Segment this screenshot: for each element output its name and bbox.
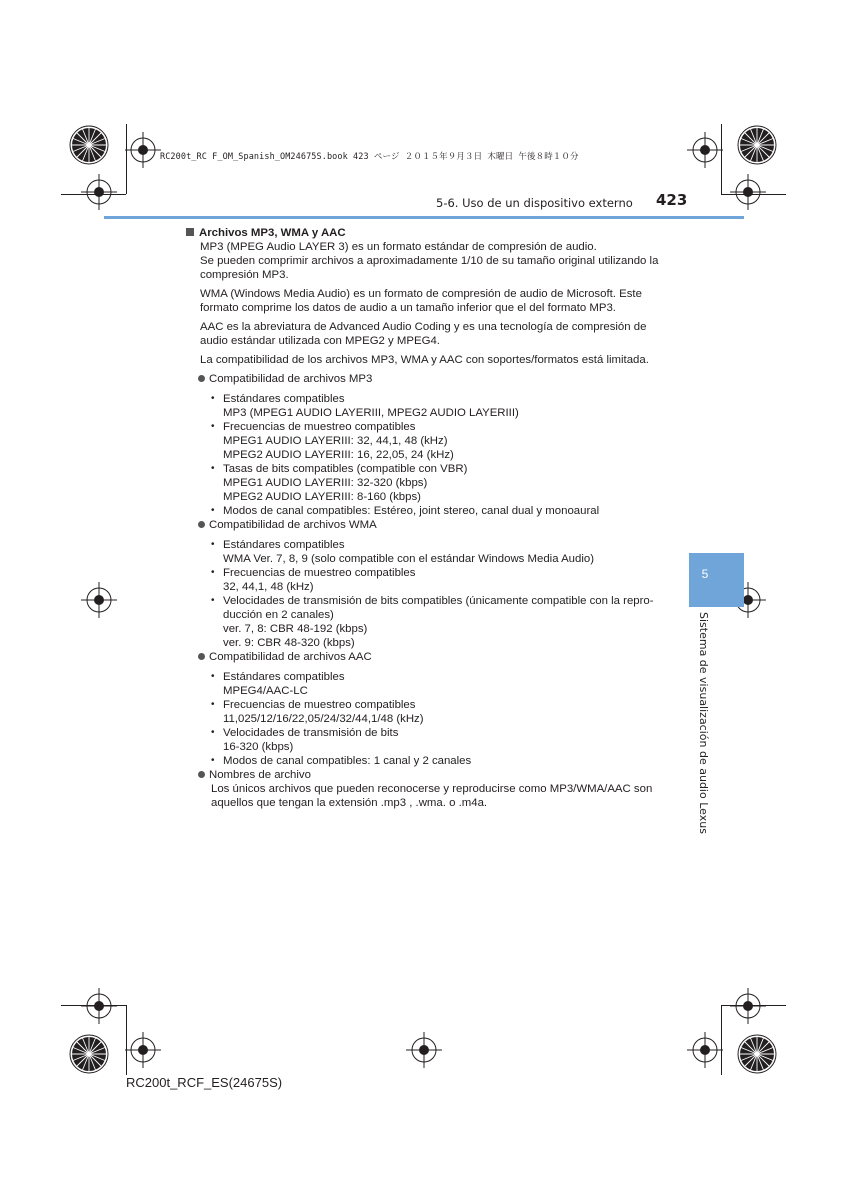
text-line: Los únicos archivos que pueden reconocerse y reproducirse como MP3/WMA/AAC son <box>211 783 653 795</box>
wma-title: Compatibilidad de archivos WMA <box>209 519 377 531</box>
registration-mark <box>81 582 117 618</box>
item-label: Modos de canal compatibles: Estéreo, joint stereo, canal dual y monoaural <box>223 505 600 517</box>
list-item <box>186 462 666 476</box>
bullet-icon: • <box>211 567 215 578</box>
item-detail: ducción en 2 canales) <box>223 609 334 621</box>
footer-document-id: RC200t_RCF_ES(24675S) <box>126 1075 283 1090</box>
list-item <box>186 670 666 684</box>
chapter-tab <box>689 553 744 607</box>
registration-mark <box>125 132 161 168</box>
item-detail: 32, 44,1, 48 (kHz) <box>223 581 314 593</box>
bullet-icon: • <box>211 421 215 432</box>
section-heading <box>186 226 666 240</box>
text-line: AAC es la abreviatura de Advanced Audio Coding y es una tecnología de compresión de <box>200 321 647 333</box>
list-item <box>186 754 666 768</box>
circle-bullet-icon <box>198 771 205 778</box>
intro-paragraph <box>186 287 666 315</box>
item-detail: MP3 (MPEG1 AUDIO LAYERIII, MPEG2 AUDIO LAYERIII) <box>223 407 519 419</box>
list-item <box>186 726 666 740</box>
starburst-mark-top-right <box>738 126 776 164</box>
registration-mark <box>687 132 723 168</box>
text-line: compresión MP3. <box>200 269 289 281</box>
intro-paragraph <box>186 240 666 282</box>
registration-mark <box>81 988 117 1024</box>
intro-paragraph <box>186 353 666 367</box>
item-label: Tasas de bits compatibles (compatible con VBR) <box>223 463 468 475</box>
bullet-icon: • <box>211 463 215 474</box>
item-label: Modos de canal compatibles: 1 canal y 2 canales <box>223 755 472 767</box>
text-line: formato comprime los datos de audio a un tamaño inferior que el del formato MP3. <box>200 302 616 314</box>
item-detail: MPEG1 AUDIO LAYERIII: 32-320 (kbps) <box>223 477 428 489</box>
list-item <box>186 538 666 552</box>
list-item <box>186 504 666 518</box>
wma-heading <box>186 518 666 532</box>
item-label: Estándares compatibles <box>223 671 345 683</box>
list-item <box>186 420 666 434</box>
mp3-heading <box>186 372 666 386</box>
bullet-icon: • <box>211 671 215 682</box>
print-info: RC200t_RC F_OM_Spanish_OM24675S.book 423 ページ ２０１５年９月３日 木曜日 午後８時１０分 <box>160 152 579 162</box>
circle-bullet-icon <box>198 653 205 660</box>
text-line: MP3 (MPEG Audio LAYER 3) es un formato estándar de compresión de audio. <box>200 241 597 253</box>
aac-heading <box>186 650 666 664</box>
list-item <box>186 392 666 406</box>
section-title: Archivos MP3, WMA y AAC <box>199 227 346 239</box>
item-label: Velocidades de transmisión de bits compatibles (únicamente compatible con la repro- <box>223 595 654 607</box>
item-detail: WMA Ver. 7, 8, 9 (solo compatible con el estándar Windows Media Audio) <box>223 553 595 565</box>
page-number: 423 <box>656 191 688 209</box>
registration-mark <box>730 988 766 1024</box>
filenames-title: Nombres de archivo <box>209 769 311 781</box>
bullet-icon: • <box>211 755 215 766</box>
starburst-mark-bottom-right <box>738 1035 776 1073</box>
intro <box>186 240 666 367</box>
circle-bullet-icon <box>198 375 205 382</box>
starburst-mark-top-left <box>70 126 108 164</box>
text-line: aquellos que tengan la extensión .mp3 , .wma. o .m4a. <box>211 797 488 809</box>
item-label: Estándares compatibles <box>223 393 345 405</box>
mp3-title: Compatibilidad de archivos MP3 <box>209 373 373 385</box>
registration-mark <box>730 174 766 210</box>
text-line: WMA (Windows Media Audio) es un formato de compresión de audio de Microsoft. Este <box>200 288 642 300</box>
item-label: Frecuencias de muestreo compatibles <box>223 421 416 433</box>
aac-title: Compatibilidad de archivos AAC <box>209 651 372 663</box>
item-detail: MPEG4/AAC-LC <box>223 685 308 697</box>
item-label: Frecuencias de muestreo compatibles <box>223 699 416 711</box>
circle-bullet-icon <box>198 521 205 528</box>
item-detail: ver. 9: CBR 48-320 (kbps) <box>223 637 355 649</box>
bullet-icon: • <box>211 539 215 550</box>
registration-mark <box>406 1032 442 1068</box>
registration-mark <box>687 1032 723 1068</box>
item-label: Estándares compatibles <box>223 539 345 551</box>
bullet-icon: • <box>211 699 215 710</box>
item-detail: MPEG2 AUDIO LAYERIII: 8-160 (kbps) <box>223 491 421 503</box>
filenames-text <box>186 782 666 810</box>
header-section-title: 5-6. Uso de un dispositivo externo <box>436 196 633 210</box>
header-rule <box>104 216 744 219</box>
chapter-side-title: Sistema de visualización de audio Lexus <box>697 612 710 834</box>
registration-mark <box>125 1032 161 1068</box>
intro-paragraph <box>186 320 666 348</box>
bullet-icon: • <box>211 727 215 738</box>
chapter-number: 5 <box>701 567 709 581</box>
bullet-icon: • <box>211 393 215 404</box>
filenames-heading <box>186 768 666 782</box>
list-item <box>186 698 666 712</box>
starburst-mark-bottom-left <box>70 1035 108 1073</box>
list-item <box>186 594 666 608</box>
item-detail: MPEG1 AUDIO LAYERIII: 32, 44,1, 48 (kHz) <box>223 435 448 447</box>
text-line: La compatibilidad de los archivos MP3, WMA y AAC con soportes/formatos está limitada. <box>200 354 649 366</box>
text-line: Se pueden comprimir archivos a aproximadamente 1/10 de su tamaño original utilizando la <box>200 255 659 267</box>
item-detail: ver. 7, 8: CBR 48-192 (kbps) <box>223 623 368 635</box>
item-label: Frecuencias de muestreo compatibles <box>223 567 416 579</box>
text-line: audio estándar utilizada con MPEG2 y MPEG4. <box>200 335 440 347</box>
item-detail: MPEG2 AUDIO LAYERIII: 16, 22,05, 24 (kHz) <box>223 449 454 461</box>
item-detail: 11,025/12/16/22,05/24/32/44,1/48 (kHz) <box>223 713 424 725</box>
list-item <box>186 566 666 580</box>
registration-mark <box>81 174 117 210</box>
item-label: Velocidades de transmisión de bits <box>223 727 399 739</box>
page-content <box>186 226 666 810</box>
bullet-icon: • <box>211 505 215 516</box>
bullet-icon: • <box>211 595 215 606</box>
square-bullet-icon <box>186 228 194 236</box>
item-detail: 16-320 (kbps) <box>223 741 294 753</box>
